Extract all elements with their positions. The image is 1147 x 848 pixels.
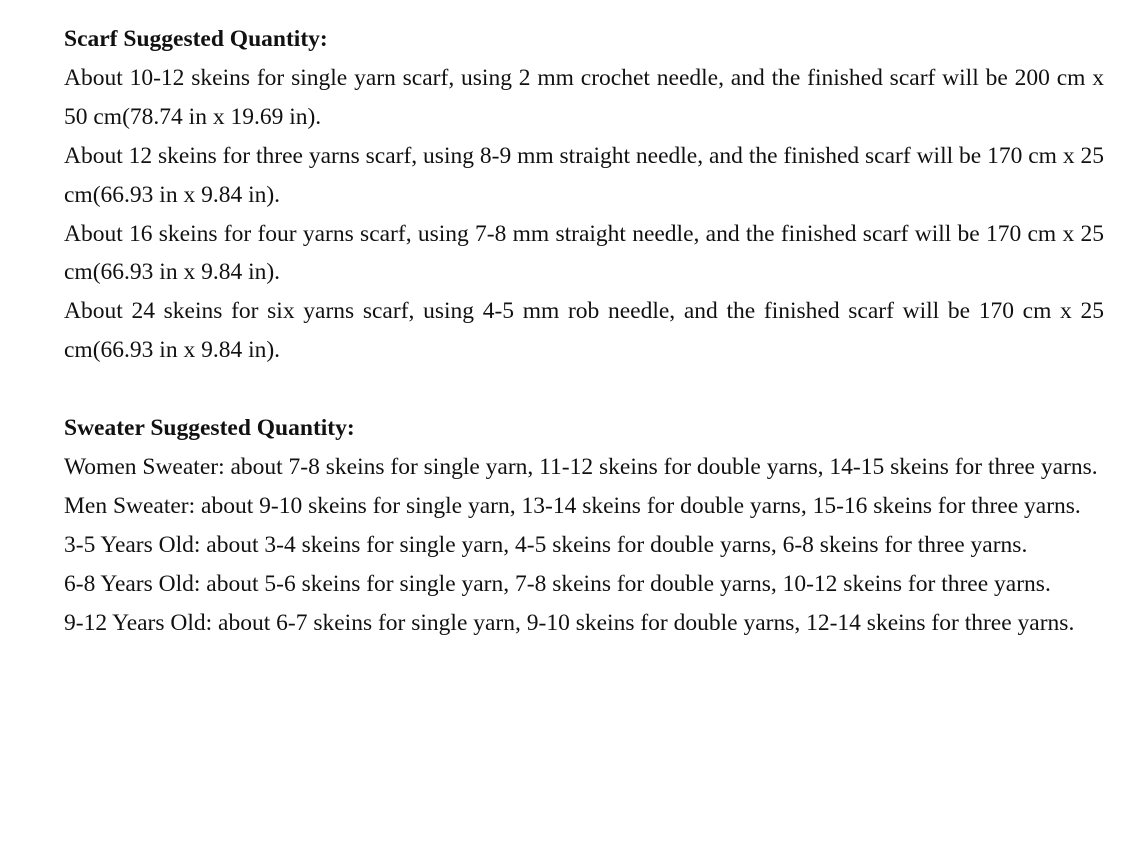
scarf-item-six-yarns: About 24 skeins for six yarns scarf, using 4-5 mm rob needle, and the finished scarf will be 170 cm x 25 cm(66.93 in x 9.84 in).	[64, 298, 1104, 364]
sweater-section	[64, 409, 1104, 642]
scarf-item-three-yarns: About 12 skeins for three yarns scarf, using 8-9 mm straight needle, and the finished scarf will be 170 cm x 25 cm(66.93 in x 9.84 in).	[64, 142, 1104, 208]
sweater-item-women: Women Sweater: about 7-8 skeins for single yarn, 11-12 skeins for double yarns, 14-15 skeins for three yarns.	[64, 454, 1098, 481]
scarf-section-title: Scarf Suggested Quantity:	[64, 26, 328, 52]
section-spacer	[64, 370, 1104, 409]
scarf-item-four-yarns: About 16 skeins for four yarns scarf, using 7-8 mm straight needle, and the finished scarf will be 170 cm x 25 cm(66.93 in x 9.84 in).	[64, 220, 1104, 286]
scarf-item-single-yarn: About 10-12 skeins for single yarn scarf, using 2 mm crochet needle, and the finished scarf will be 200 cm x 50 cm(78.74 in x 19.69 in).	[64, 64, 1104, 130]
sweater-section-title: Sweater Suggested Quantity:	[64, 415, 355, 442]
sweater-item-9-12-years: 9-12 Years Old: about 6-7 skeins for single yarn, 9-10 skeins for double yarns, 12-14 skeins for three yarns.	[64, 609, 1075, 636]
document-body	[64, 20, 1104, 643]
sweater-item-3-5-years: 3-5 Years Old: about 3-4 skeins for single yarn, 4-5 skeins for double yarns, 6-8 skeins for three yarns.	[64, 531, 1028, 558]
sweater-item-men: Men Sweater: about 9-10 skeins for single yarn, 13-14 skeins for double yarns, 15-16 skeins for three yarns.	[64, 492, 1081, 519]
sweater-item-6-8-years: 6-8 Years Old: about 5-6 skeins for single yarn, 7-8 skeins for double yarns, 10-12 skeins for three yarns.	[64, 570, 1051, 597]
scarf-section	[64, 20, 1104, 370]
